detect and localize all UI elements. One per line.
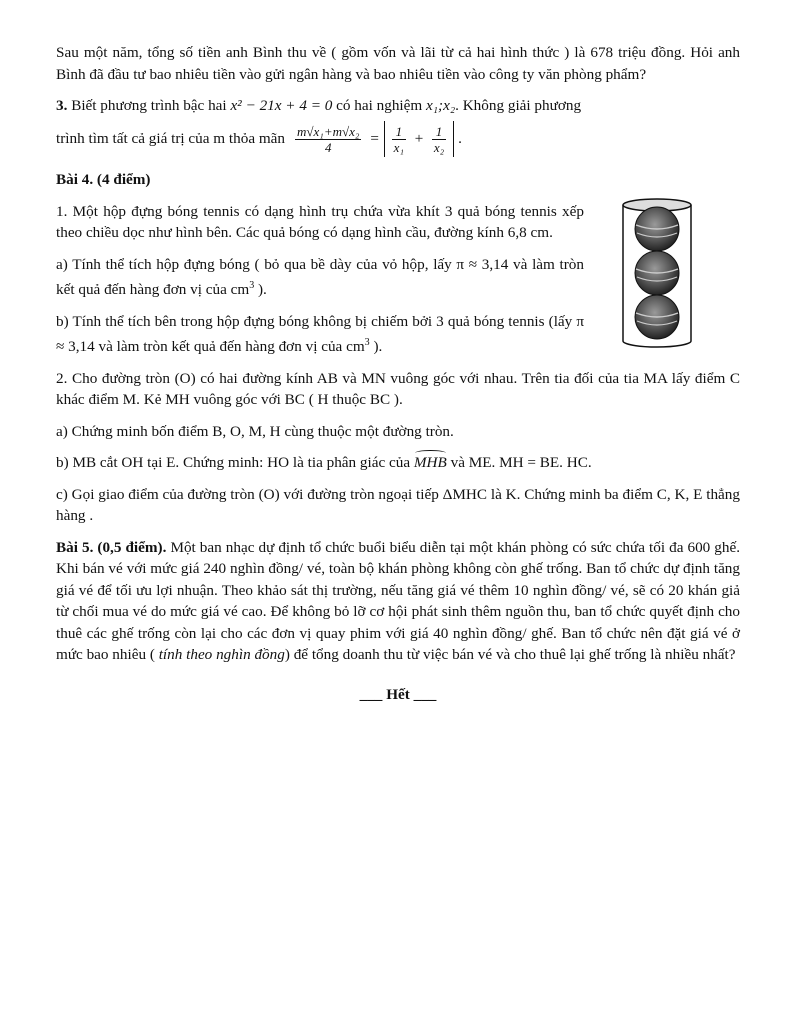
plus-sign: + — [413, 130, 425, 147]
exam-page — [56, 42, 740, 705]
bai4-q1: 1. Một hộp đựng bóng tennis có dạng hình trụ chứa vừa khít 3 quả bóng tennis xếp theo chiều dọc như hình bên. Các quả bóng có dạng hình cầu, đường kính 6,8 cm. — [56, 202, 584, 241]
bai4-q1b — [56, 311, 584, 358]
rhs-fraction-2-den: x₂ — [433, 140, 445, 156]
question-3-text-c: . Không giải phương — [455, 97, 582, 114]
quadratic-equation: x² − 21x + 4 = 0 — [230, 97, 333, 114]
lhs-denominator: 4 — [324, 139, 332, 155]
intro-paragraph: Sau một năm, tổng số tiền anh Bình thu về ( gồm vốn và lãi từ cả hai hình thức ) là 678 triệu đồng. Hỏi anh Bình đã đầu tư bao nhiêu tiền vào gửi ngân hàng và bao nhiêu tiền vào công ty văn phòng phẩm? — [56, 44, 740, 83]
question-3 — [56, 95, 740, 161]
rhs-fraction-1-num: 1 — [392, 124, 406, 140]
bai4-q1a-sup: 3 — [249, 280, 255, 291]
lhs-numerator: m√x₁+m√x₂ — [297, 123, 360, 139]
bai4-q1b-sup: 3 — [364, 337, 370, 349]
absolute-value — [384, 121, 454, 157]
bai4-q1a-text: a) Tính thể tích hộp đựng bóng ( bỏ qua bề dày của vỏ hộp, lấy π ≈ 3,14 và làm tròn kết quả đến hàng đơn vị của cm — [56, 255, 584, 299]
bai4-q1b-end: ). — [369, 338, 383, 356]
bai4-q1-block — [56, 201, 740, 358]
question-3-end: . — [458, 130, 462, 148]
bai5-text-2: ) để tổng doanh thu từ việc bán vé và cho thuê lại ghế trống là nhiều nhất? — [284, 646, 736, 664]
rhs-fraction-2-num: 1 — [432, 124, 446, 140]
tennis-ball-2 — [635, 251, 679, 295]
roots-label: x₁;x₂ — [426, 97, 456, 114]
lhs-fraction — [295, 124, 361, 155]
bai4-q2: 2. Cho đường tròn (O) có hai đường kính AB và MN vuông góc với nhau. Trên tia đối của tia MA lấy điểm C khác điểm M. Kẻ MH vuông góc với BC ( H thuộc BC ). — [56, 369, 740, 409]
bai5-title: Bài 5. (0,5 điểm). — [56, 538, 167, 556]
tennis-ball-3 — [635, 295, 679, 339]
question-3-text-d: trình tìm tất cả giá trị của m thỏa mãn — [56, 130, 286, 148]
rhs-fraction-1-den: x₁ — [393, 140, 404, 156]
angle-mhb: MHB — [414, 452, 447, 474]
question-3-text-b: có hai nghiệm — [336, 97, 423, 114]
bai4-q2a: a) Chứng minh bốn điểm B, O, M, H cùng thuộc một đường tròn. — [56, 422, 454, 440]
tennis-ball-1 — [635, 207, 679, 251]
question-3-text-a: Biết phương trình bậc hai — [71, 97, 227, 114]
rhs-fraction-1 — [392, 124, 406, 155]
bai4-q2b — [56, 452, 740, 474]
bai4-q2c: c) Gọi giao điểm của đường tròn (O) với đường tròn ngoại tiếp ΔMHC là K. Chứng minh ba điểm C, K, E thẳng hàng . — [56, 485, 740, 525]
bai5-italic: tính theo nghìn đồng — [158, 646, 285, 664]
equals-sign: = — [369, 130, 380, 148]
bai4-q1a — [56, 254, 584, 301]
bai4-q1a-end: ). — [254, 281, 267, 299]
bai4-q2b-end: và ME. MH = BE. HC. — [450, 454, 592, 472]
bai4-title: Bài 4. (4 điểm) — [56, 171, 151, 188]
rhs-fraction-2 — [432, 124, 446, 155]
tennis-can-figure — [618, 197, 696, 349]
question-3-number: 3. — [56, 97, 68, 114]
bai4-q2b-text: b) MB cắt OH tại E. Chứng minh: HO là tia phân giác của — [56, 454, 411, 472]
bai5 — [56, 537, 740, 666]
end-marker: ___ Hết ___ — [359, 685, 437, 703]
bai4-q1b-text: b) Tính thể tích bên trong hộp đựng bóng không bị chiếm bởi 3 quả bóng tennis (lấy π ≈ 3,14 và làm tròn kết quả đến hàng đơn vị của cm — [56, 312, 584, 356]
bai5-text-1: Một ban nhạc dự định tổ chức buổi biểu diễn tại một khán phòng có sức chứa tối đa 600 ghế. Khi bán vé với mức giá 240 nghìn đồng/ vé, toàn bộ khán phòng không còn ghế trống. Ban tổ chức dự định tăng giá vé để tối ưu lợi nhuận. Theo khảo sát thị trường, nếu tăng giá vé thêm 10 nghìn đồng/ vé, sẽ có 20 khán giả từ chối mua vé do mức giá vé cao. Để không bỏ lỡ cơ hội phát sinh thêm nguồn thu, ban tổ chức quyết định cho thuê các ghế trống còn lại cho các đơn vị quay phim với giá 40 nghìn đồng/ ghế. Ban tổ chức nên đặt giá vé ở mức bao nhiêu ( — [56, 538, 741, 664]
